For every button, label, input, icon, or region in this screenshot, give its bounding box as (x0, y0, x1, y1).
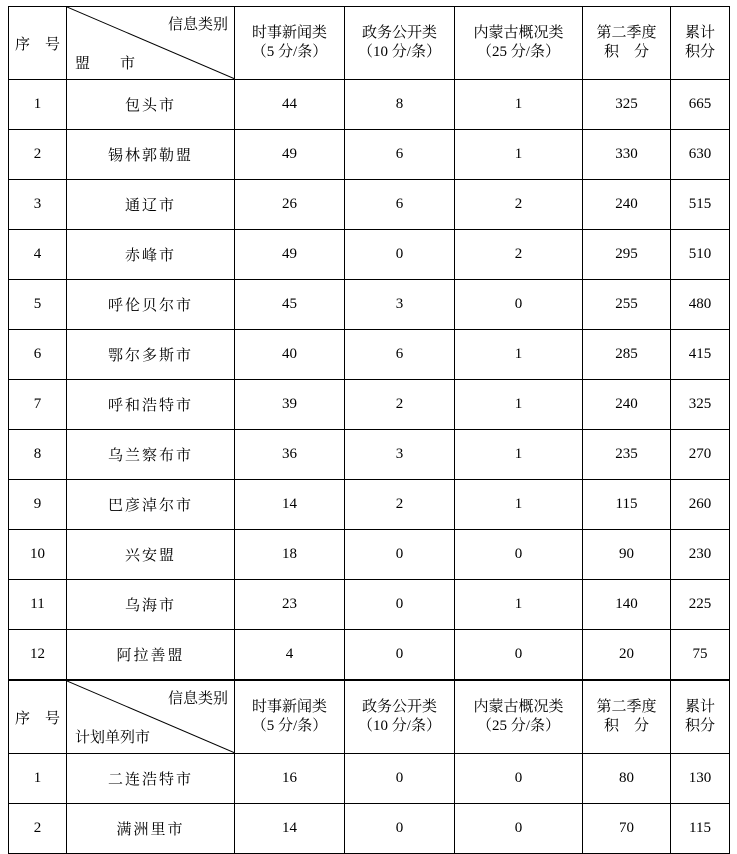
cell-nmg: 1 (455, 80, 583, 130)
cell-gov: 3 (345, 280, 455, 330)
table-row (9, 130, 730, 180)
cell-news: 14 (235, 804, 345, 854)
header-col-q2 (583, 7, 671, 80)
header-col-total (671, 681, 730, 754)
cell-nmg: 0 (455, 754, 583, 804)
table-header-plan-city (9, 681, 730, 754)
table-row (9, 330, 730, 380)
score-table-plan-city (8, 680, 730, 854)
table-row (9, 580, 730, 630)
cell-gov: 0 (345, 230, 455, 280)
cell-index: 7 (9, 380, 67, 430)
cell-q2: 255 (583, 280, 671, 330)
cell-total: 325 (671, 380, 730, 430)
cell-total: 260 (671, 480, 730, 530)
cell-gov: 6 (345, 330, 455, 380)
cell-total: 225 (671, 580, 730, 630)
header-col-news (235, 681, 345, 754)
header-col-gov-line2: （10 分/条） (358, 44, 441, 60)
header-col-nmg-line1: 内蒙古概况类 (473, 25, 564, 42)
cell-news: 49 (235, 230, 345, 280)
header-col-total (671, 7, 730, 80)
cell-gov: 0 (345, 580, 455, 630)
cell-news: 45 (235, 280, 345, 330)
table-row (9, 480, 730, 530)
cell-index: 11 (9, 580, 67, 630)
score-table-league-city (8, 6, 730, 680)
cell-q2: 90 (583, 530, 671, 580)
header-group-label: 计划单列市 (75, 730, 151, 746)
table-row (9, 280, 730, 330)
header-col-nmg-line1: 内蒙古概况类 (473, 699, 564, 716)
cell-name: 阿拉善盟 (67, 630, 235, 680)
table-row (9, 380, 730, 430)
cell-nmg: 1 (455, 380, 583, 430)
table-row (9, 180, 730, 230)
cell-index: 10 (9, 530, 67, 580)
header-col-q2-line1: 第二季度 (596, 25, 657, 42)
cell-total: 415 (671, 330, 730, 380)
table-body-plan-city (9, 754, 730, 854)
cell-total: 230 (671, 530, 730, 580)
header-col-news-line2: （5 分/条） (251, 44, 328, 60)
cell-q2: 325 (583, 80, 671, 130)
cell-gov: 0 (345, 754, 455, 804)
cell-index: 8 (9, 430, 67, 480)
cell-total: 75 (671, 630, 730, 680)
cell-name: 呼和浩特市 (67, 380, 235, 430)
header-col-news (235, 7, 345, 80)
cell-q2: 235 (583, 430, 671, 480)
header-col-gov-line1: 政务公开类 (361, 25, 437, 42)
cell-index: 5 (9, 280, 67, 330)
cell-news: 39 (235, 380, 345, 430)
header-col-q2-line2: 积 分 (603, 44, 649, 60)
cell-nmg: 2 (455, 180, 583, 230)
cell-gov: 0 (345, 630, 455, 680)
cell-name: 锡林郭勒盟 (67, 130, 235, 180)
header-col-gov (345, 7, 455, 80)
cell-total: 665 (671, 80, 730, 130)
cell-nmg: 0 (455, 630, 583, 680)
header-group-label: 盟 市 (75, 56, 136, 72)
cell-nmg: 2 (455, 230, 583, 280)
cell-q2: 285 (583, 330, 671, 380)
cell-gov: 0 (345, 804, 455, 854)
cell-index: 6 (9, 330, 67, 380)
header-diagonal-split (67, 681, 235, 754)
cell-name: 赤峰市 (67, 230, 235, 280)
header-col-gov-line2: （10 分/条） (358, 718, 441, 734)
cell-nmg: 1 (455, 330, 583, 380)
header-col-total-line2: 积分 (684, 44, 715, 60)
cell-news: 4 (235, 630, 345, 680)
cell-news: 49 (235, 130, 345, 180)
header-index: 序 号 (9, 681, 67, 754)
cell-gov: 6 (345, 130, 455, 180)
header-col-news-line1: 时事新闻类 (251, 699, 327, 716)
cell-q2: 20 (583, 630, 671, 680)
table-row (9, 430, 730, 480)
header-category-label: 信息类别 (167, 17, 228, 33)
header-col-q2 (583, 681, 671, 754)
header-col-news-line1: 时事新闻类 (251, 25, 327, 42)
header-col-nmg (455, 681, 583, 754)
cell-q2: 295 (583, 230, 671, 280)
table-body-league-city (9, 80, 730, 680)
header-col-news-line2: （5 分/条） (251, 718, 328, 734)
cell-name: 包头市 (67, 80, 235, 130)
cell-q2: 240 (583, 180, 671, 230)
cell-index: 12 (9, 630, 67, 680)
cell-total: 510 (671, 230, 730, 280)
cell-q2: 70 (583, 804, 671, 854)
cell-index: 3 (9, 180, 67, 230)
cell-news: 18 (235, 530, 345, 580)
header-col-total-line1: 累计 (684, 699, 715, 716)
cell-gov: 2 (345, 480, 455, 530)
cell-nmg: 1 (455, 580, 583, 630)
cell-total: 630 (671, 130, 730, 180)
cell-news: 44 (235, 80, 345, 130)
cell-nmg: 0 (455, 280, 583, 330)
cell-nmg: 0 (455, 804, 583, 854)
cell-news: 23 (235, 580, 345, 630)
cell-gov: 3 (345, 430, 455, 480)
header-col-q2-line2: 积 分 (603, 718, 649, 734)
cell-name: 乌兰察布市 (67, 430, 235, 480)
header-col-total-line2: 积分 (684, 718, 715, 734)
cell-total: 480 (671, 280, 730, 330)
cell-news: 36 (235, 430, 345, 480)
cell-index: 9 (9, 480, 67, 530)
cell-news: 14 (235, 480, 345, 530)
table-row (9, 530, 730, 580)
cell-nmg: 0 (455, 530, 583, 580)
table-row (9, 804, 730, 854)
cell-name: 兴安盟 (67, 530, 235, 580)
cell-q2: 80 (583, 754, 671, 804)
cell-news: 40 (235, 330, 345, 380)
table-row (9, 630, 730, 680)
cell-name: 通辽市 (67, 180, 235, 230)
header-diagonal-split (67, 7, 235, 80)
cell-name: 乌海市 (67, 580, 235, 630)
cell-gov: 0 (345, 530, 455, 580)
table-header-league-city (9, 7, 730, 80)
header-index: 序 号 (9, 7, 67, 80)
cell-nmg: 1 (455, 430, 583, 480)
cell-index: 4 (9, 230, 67, 280)
header-col-gov (345, 681, 455, 754)
header-col-gov-line1: 政务公开类 (361, 699, 437, 716)
cell-nmg: 1 (455, 480, 583, 530)
header-col-total-line1: 累计 (684, 25, 715, 42)
cell-q2: 330 (583, 130, 671, 180)
cell-name: 呼伦贝尔市 (67, 280, 235, 330)
cell-name: 满洲里市 (67, 804, 235, 854)
cell-total: 115 (671, 804, 730, 854)
cell-total: 270 (671, 430, 730, 480)
cell-news: 16 (235, 754, 345, 804)
cell-index: 1 (9, 80, 67, 130)
cell-total: 515 (671, 180, 730, 230)
header-category-label: 信息类别 (167, 691, 228, 707)
table-row (9, 230, 730, 280)
header-col-nmg-line2: （25 分/条） (477, 44, 560, 60)
cell-q2: 240 (583, 380, 671, 430)
cell-nmg: 1 (455, 130, 583, 180)
table-row (9, 80, 730, 130)
cell-name: 二连浩特市 (67, 754, 235, 804)
cell-index: 2 (9, 804, 67, 854)
cell-gov: 8 (345, 80, 455, 130)
cell-total: 130 (671, 754, 730, 804)
cell-index: 2 (9, 130, 67, 180)
cell-gov: 2 (345, 380, 455, 430)
header-col-q2-line1: 第二季度 (596, 699, 657, 716)
cell-news: 26 (235, 180, 345, 230)
header-col-nmg (455, 7, 583, 80)
cell-gov: 6 (345, 180, 455, 230)
cell-name: 巴彦淖尔市 (67, 480, 235, 530)
header-col-nmg-line2: （25 分/条） (477, 718, 560, 734)
cell-q2: 140 (583, 580, 671, 630)
cell-index: 1 (9, 754, 67, 804)
cell-name: 鄂尔多斯市 (67, 330, 235, 380)
cell-q2: 115 (583, 480, 671, 530)
